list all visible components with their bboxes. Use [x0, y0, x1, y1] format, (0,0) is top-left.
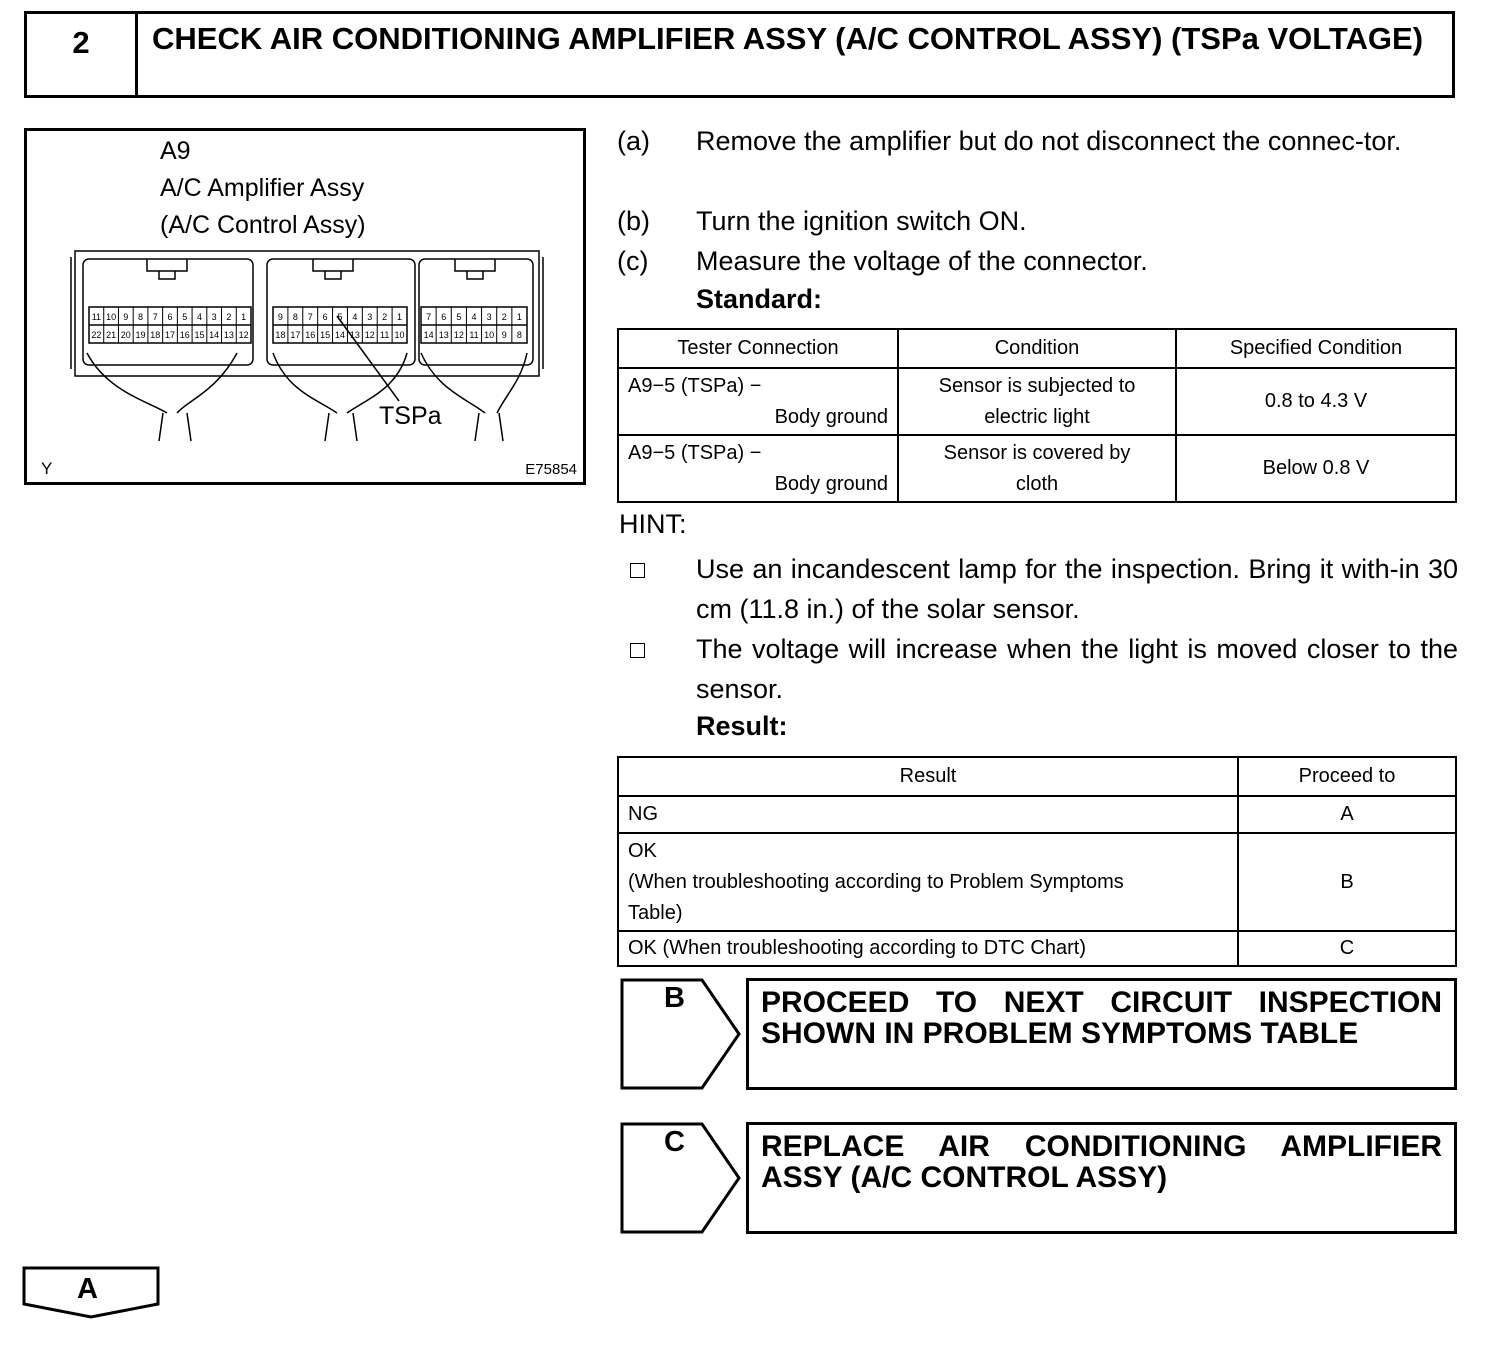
hint-label: HINT:: [619, 509, 687, 539]
connector-pin-number: 7: [307, 312, 313, 322]
table-row: [618, 833, 1456, 931]
column-header: Condition: [898, 329, 1176, 368]
connector-pin-number: 13: [349, 330, 360, 340]
hint-text: Use an incandescent lamp for the inspection. Bring it with-in 30 cm (11.8 in.) of the solar sensor.: [696, 554, 1458, 624]
connector-pin-number: 5: [182, 312, 188, 322]
column-header: Proceed to: [1238, 757, 1456, 796]
component-name: A/C Amplifier Assy: [160, 174, 365, 202]
proceed-cell: C: [1238, 931, 1456, 966]
connector-pin-number: 16: [179, 330, 190, 340]
terminal-label: TSPa: [379, 402, 442, 430]
result-cell: OK (When troubleshooting according to DTC Chart): [618, 931, 1238, 966]
connector-pin-number: 18: [275, 330, 286, 340]
connector-pin-number: 8: [292, 312, 298, 322]
proceed-cell: B: [1238, 833, 1456, 931]
specified-condition: 0.8 to 4.3 V: [1176, 368, 1456, 435]
step-key: (a): [617, 126, 650, 156]
result-table: [617, 756, 1457, 967]
connector-pin-number: 1: [516, 312, 522, 322]
connector-pin-number: 22: [91, 330, 102, 340]
condition-cell: [898, 368, 1176, 435]
result-cell: NG: [618, 796, 1238, 833]
tester-connection: A9−5 (TSPa) −: [628, 374, 762, 397]
connector-pin-number: 14: [209, 330, 220, 340]
hint-text: The voltage will increase when the light is moved closer to the sensor.: [696, 634, 1458, 704]
condition-cell: [898, 435, 1176, 502]
connector-pin-number: 2: [226, 312, 232, 322]
proceed-tag-c[interactable]: [620, 1122, 742, 1234]
component-name-sub: (A/C Control Assy): [160, 211, 366, 239]
proceed-action-b: PROCEED TO NEXT CIRCUIT INSPECTION SHOWN IN PROBLEM SYMPTOMS TABLE: [746, 978, 1457, 1090]
column-header: Tester Connection: [618, 329, 898, 368]
step-number: 2: [27, 14, 138, 95]
connector-pin-number: 4: [471, 312, 477, 322]
connector-pin-number: 10: [484, 330, 495, 340]
connector-pin-number: 21: [106, 330, 117, 340]
connector-pin-number: 11: [91, 312, 102, 322]
connector-pin-number: 11: [469, 330, 479, 340]
connector-pin-number: 6: [167, 312, 173, 322]
connector-pin-number: 5: [456, 312, 462, 322]
step-title: CHECK AIR CONDITIONING AMPLIFIER ASSY (A/C CONTROL ASSY) (TSPa VOLTAGE): [152, 21, 1424, 56]
connector-pin-number: 9: [277, 312, 283, 322]
step-header: [24, 11, 1455, 98]
figure-id: E75854: [525, 461, 577, 478]
connector-pin-number: 15: [320, 330, 331, 340]
step-key: (c): [617, 246, 649, 276]
connector-pin-number: 20: [120, 330, 131, 340]
connector-pin-number: 3: [486, 312, 492, 322]
connector-pin-number: 16: [305, 330, 316, 340]
result-label: Result:: [696, 711, 788, 741]
connector-pin-number: 14: [334, 330, 346, 340]
connector-pin-number: 3: [211, 312, 217, 322]
connector-pin-number: 1: [241, 312, 247, 322]
proceed-tag-a[interactable]: [22, 1266, 162, 1320]
step-text: Remove the amplifier but do not disconnect the connec-tor.: [696, 126, 1402, 156]
connector-pin-number: 13: [438, 330, 449, 340]
connector-pin-number: 4: [352, 312, 358, 322]
standard-table: [617, 328, 1457, 503]
connector-pin-number: 12: [364, 330, 375, 340]
connector-pin-number: 15: [194, 330, 205, 340]
result-cell: [618, 833, 1238, 931]
step-text: Turn the ignition switch ON.: [696, 206, 1027, 236]
connector-pin-number: 19: [135, 330, 146, 340]
table-row: [618, 435, 1456, 502]
connector-pin-number: 1: [397, 312, 403, 322]
connector-pin-number: 11: [379, 330, 390, 340]
connector-pin-number: 4: [196, 312, 202, 322]
table-header-row: [618, 757, 1456, 796]
proceed-cell: A: [1238, 796, 1456, 833]
proceed-tag-label: A: [77, 1273, 98, 1305]
connector-pin-number: 12: [453, 330, 464, 340]
table-row: [618, 931, 1456, 966]
connector-code: A9: [160, 137, 191, 165]
connector-pin-number: 7: [426, 312, 432, 322]
tester-connection-ground: Body ground: [774, 405, 888, 428]
bullet-square-icon: [630, 643, 645, 658]
connector-pin-number: 13: [223, 330, 234, 340]
condition-line: electric light: [984, 405, 1090, 428]
proceed-tag-label: B: [664, 982, 685, 1014]
result-line: Table): [628, 901, 683, 924]
table-header-row: [618, 329, 1456, 368]
connector-pin-number: 5: [337, 312, 343, 322]
column-header: Result: [618, 757, 1238, 796]
connector-pin-number: 3: [367, 312, 373, 322]
connector-pin-number: 7: [152, 312, 158, 322]
tester-connection-cell: [618, 368, 898, 435]
connector-pin-number: 17: [164, 330, 176, 340]
table-row: [618, 796, 1456, 833]
connector-figure: [24, 128, 586, 485]
connector-pin-number: 12: [238, 330, 249, 340]
connector-pin-number: 10: [394, 330, 405, 340]
result-line: (When troubleshooting according to Problem Symptoms: [628, 870, 1124, 893]
connector-pin-number: 8: [516, 330, 522, 340]
connector-pin-number: 6: [441, 312, 447, 322]
connector-pin-number: 14: [423, 330, 434, 340]
connector-pin-number: 8: [138, 312, 144, 322]
condition-line: Sensor is covered by: [943, 441, 1131, 464]
figure-corner-letter: Y: [41, 459, 53, 478]
step-text: Measure the voltage of the connector.: [696, 246, 1148, 276]
connector-pin-number: 10: [106, 312, 117, 322]
connector-pin-number: 2: [382, 312, 388, 322]
tester-connection-ground: Body ground: [774, 472, 888, 495]
standard-label: Standard:: [696, 284, 823, 314]
result-line: OK: [628, 839, 657, 862]
proceed-action-c: REPLACE AIR CONDITIONING AMPLIFIER ASSY (A/C CONTROL ASSY): [746, 1122, 1457, 1234]
connector-pin-number: 17: [290, 330, 301, 340]
condition-line: Sensor is subjected to: [938, 374, 1136, 397]
connector-pin-number: 2: [501, 312, 507, 322]
tester-connection-cell: [618, 435, 898, 502]
connector-pin-number: 6: [322, 312, 328, 322]
bullet-square-icon: [630, 563, 645, 578]
tester-connection: A9−5 (TSPa) −: [628, 441, 762, 464]
column-header: Specified Condition: [1176, 329, 1456, 368]
proceed-tag-label: C: [664, 1126, 685, 1158]
connector-pin-number: 18: [150, 330, 161, 340]
connector-pin-number: 9: [501, 330, 507, 340]
proceed-tag-b[interactable]: [620, 978, 742, 1090]
step-key: (b): [617, 206, 650, 236]
connector-pin-number: 9: [123, 312, 129, 322]
specified-condition: Below 0.8 V: [1176, 435, 1456, 502]
condition-line: cloth: [1015, 472, 1059, 495]
table-row: [618, 368, 1456, 435]
